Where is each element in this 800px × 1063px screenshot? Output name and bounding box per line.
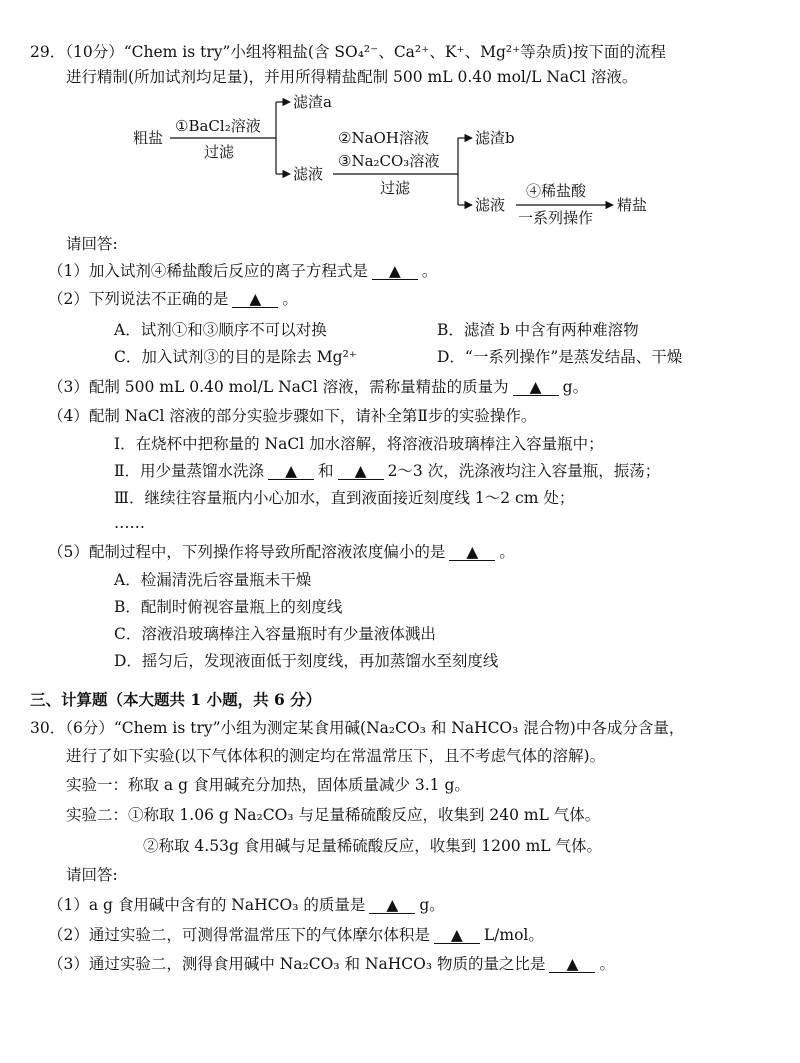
q29-sub1-end: 。 — [421, 262, 438, 280]
answer-blank[interactable]: ▲ — [232, 291, 278, 308]
q29-sub2-end: 。 — [282, 290, 298, 308]
q29-option-a: A．试剂①和③顺序不可以对换 — [114, 321, 327, 339]
q29-step1: Ⅰ．在烧杯中把称量的 NaCl 加水溶解，将溶液沿玻璃棒注入容量瓶中； — [114, 435, 604, 453]
q30-sub1-text: （1）a g 食用碱中含有的 NaHCO₃ 的质量是 — [48, 896, 366, 914]
q30-experiment-2b: ②称取 4.53g 食用碱与足量稀硫酸反应，收集到 1200 mL 气体。 — [143, 837, 603, 855]
q30-sub1 — [48, 895, 445, 915]
answer-blank[interactable]: ▲ — [268, 463, 314, 480]
q29-sub5-end: 。 — [499, 543, 515, 561]
q29-ellipsis: …… — [114, 514, 145, 532]
q29-sub5-text: （5）配制过程中，下列操作将导致所配溶液浓度偏小的是 — [48, 543, 446, 561]
q29-step2-text: Ⅱ．用少量蒸馏水洗涤 — [114, 462, 265, 480]
flow-fine-salt: 精盐 — [617, 196, 648, 214]
q30-experiment-1: 实验一：称取 a g 食用碱充分加热，固体质量减少 3.1 g。 — [66, 776, 470, 794]
q29-step2-end: 2～3 次，洗涤液均注入容量瓶，振荡； — [387, 462, 661, 480]
answer-blank[interactable]: ▲ — [434, 927, 480, 944]
answer-blank[interactable]: ▲ — [369, 897, 415, 914]
q29-option-b: B．滤渣 b 中含有两种难溶物 — [437, 321, 639, 339]
flow-reagent-4: ④稀盐酸 — [526, 182, 587, 200]
q29-sub1-text: （1）加入试剂④稀盐酸后反应的离子方程式是 — [48, 262, 368, 280]
answer-blank[interactable]: ▲ — [338, 463, 384, 480]
q30-sub1-end: g。 — [419, 896, 445, 914]
q30-sub3 — [48, 954, 615, 974]
q29-sub1 — [48, 261, 437, 281]
flow-filter-2: 过滤 — [380, 179, 411, 197]
flow-residue-a: 滤渣a — [293, 93, 332, 111]
purification-flowchart — [0, 0, 800, 240]
flow-crude-salt: 粗盐 — [133, 129, 164, 147]
q29-sub3-end: g。 — [562, 378, 589, 396]
q29-step3: Ⅲ．继续往容量瓶内小心加水，直到液面接近刻度线 1～2 cm 处； — [114, 489, 575, 507]
flow-filtrate-1: 滤液 — [293, 165, 324, 183]
answer-blank[interactable]: ▲ — [449, 544, 495, 561]
q29-option-c: C．加入试剂③的目的是除去 Mg²⁺ — [114, 348, 357, 366]
flow-reagent-1: ①BaCl₂溶液 — [175, 117, 261, 135]
flow-reagent-3: ③Na₂CO₃溶液 — [338, 152, 440, 170]
flow-series-ops: 一系列操作 — [518, 209, 594, 227]
q30-please-answer: 请回答: — [66, 866, 118, 884]
answer-blank[interactable]: ▲ — [372, 263, 418, 280]
q29-step2-and: 和 — [318, 462, 334, 480]
q29-sub5-option-b: B．配制时俯视容量瓶上的刻度线 — [114, 598, 343, 616]
flow-reagent-2: ②NaOH溶液 — [338, 129, 429, 147]
flow-filtrate-2: 滤液 — [475, 196, 506, 214]
flow-filter-1: 过滤 — [204, 143, 235, 161]
q30-sub2-end: L/mol。 — [483, 926, 544, 944]
q30-sub3-end: 。 — [599, 955, 615, 973]
q29-option-d: D．“一系列操作”是蒸发结晶、干燥 — [437, 348, 683, 366]
answer-blank[interactable]: ▲ — [549, 956, 595, 973]
q29-step2 — [114, 461, 660, 481]
q29-sub2 — [48, 289, 298, 309]
q29-sub3-text: （3）配制 500 mL 0.40 mol/L NaCl 溶液，需称量精盐的质量为 — [48, 378, 509, 396]
q29-sub5-option-c: C．溶液沿玻璃棒注入容量瓶时有少量液体溅出 — [114, 625, 436, 643]
q30-header-line2: 进行了如下实验(以下气体体积的测定均在常温常压下，且不考虑气体的溶解)。 — [66, 747, 606, 765]
q29-header-line2: 进行精制(所加试剂均足量)，并用所得精盐配制 500 mL 0.40 mol/L NaCl 溶液。 — [66, 68, 638, 86]
q30-header-line1: 30．（6分）“Chem is try”小组为测定某食用碱(Na₂CO₃ 和 NaHCO₃ 混合物)中各成分含量， — [30, 719, 685, 737]
q29-sub3 — [48, 377, 588, 397]
q29-header-line1: 29．（10分）“Chem is try”小组将粗盐(含 SO₄²⁻、Ca²⁺、K⁺、Mg²⁺等杂质)按下面的流程 — [30, 43, 666, 61]
q29-sub4: （4）配制 NaCl 溶液的部分实验步骤如下，请补全第Ⅱ步的实验操作。 — [48, 407, 537, 425]
q30-experiment-2a: 实验二：①称取 1.06 g Na₂CO₃ 与足量稀硫酸反应，收集到 240 mL 气体。 — [66, 806, 601, 824]
q30-sub2-text: （2）通过实验二，可测得常温常压下的气体摩尔体积是 — [48, 926, 430, 944]
q30-sub2 — [48, 925, 544, 945]
answer-blank[interactable]: ▲ — [513, 379, 559, 396]
q29-sub5 — [48, 542, 515, 562]
q29-sub5-option-a: A．检漏清洗后容量瓶未干燥 — [114, 571, 312, 589]
q29-sub5-option-d: D．摇匀后，发现液面低于刻度线，再加蒸馏水至刻度线 — [114, 652, 499, 670]
flow-residue-b: 滤渣b — [475, 129, 515, 147]
q29-please-answer: 请回答: — [66, 235, 118, 253]
q30-sub3-text: （3）通过实验二，测得食用碱中 Na₂CO₃ 和 NaHCO₃ 物质的量之比是 — [48, 955, 546, 973]
section-3-title: 三、计算题（本大题共 1 小题，共 6 分） — [30, 690, 322, 709]
q29-sub2-text: （2）下列说法不正确的是 — [48, 290, 229, 308]
